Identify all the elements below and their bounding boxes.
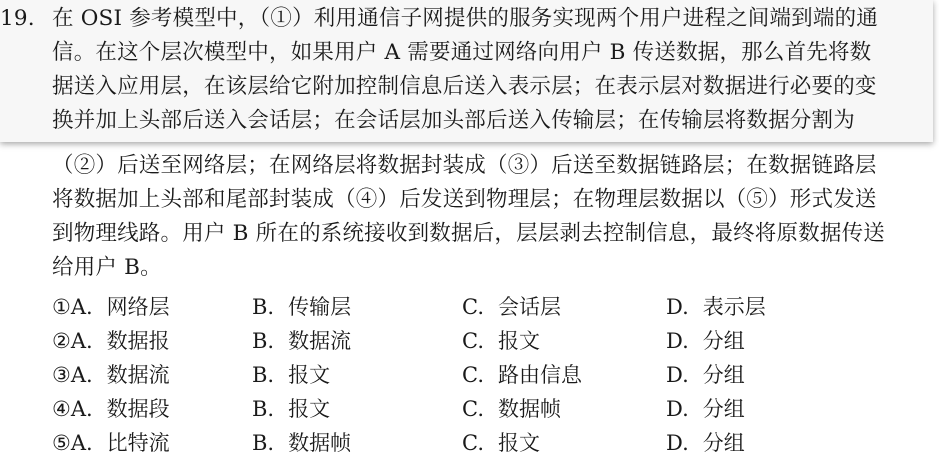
option-a[interactable]: ②A. 数据报 xyxy=(52,329,170,353)
question-text-line: 换并加上头部后送入会话层；在会话层加头部后送入传输层；在传输层将数据分割为 xyxy=(52,108,855,133)
question-text-line: 信。在这个层次模型中，如果用户 A 需要通过网络向用户 B 传送数据，那么首先将数 xyxy=(52,40,872,65)
question-line-1 xyxy=(0,2,878,36)
question-text-line: 到物理线路。用户 B 所在的系统接收到数据后，层层剥去控制信息，最终将原数据传送 xyxy=(52,221,885,246)
question-line-3 xyxy=(0,70,877,104)
question-line-5 xyxy=(0,149,877,183)
option-d[interactable]: D. 分组 xyxy=(666,363,745,387)
option-c[interactable]: C. 路由信息 xyxy=(462,363,582,387)
option-d[interactable]: D. 分组 xyxy=(666,431,745,455)
option-d[interactable]: D. 表示层 xyxy=(666,295,766,319)
option-b[interactable]: B. 报文 xyxy=(252,397,331,421)
option-b[interactable]: B. 传输层 xyxy=(252,295,352,319)
option-a[interactable]: ⑤A. 比特流 xyxy=(52,431,170,455)
question-line-8 xyxy=(0,251,162,285)
question-line-2 xyxy=(0,36,871,70)
option-c[interactable]: C. 会话层 xyxy=(462,295,561,319)
option-b[interactable]: B. 数据帧 xyxy=(252,431,352,455)
option-a[interactable]: ①A. 网络层 xyxy=(52,295,170,319)
question-text-line: 给用户 B。 xyxy=(52,255,162,280)
option-b[interactable]: B. 数据流 xyxy=(252,329,352,353)
option-d[interactable]: D. 分组 xyxy=(666,329,745,353)
question-line-6 xyxy=(0,183,877,217)
option-a[interactable]: ④A. 数据段 xyxy=(52,397,170,421)
question-text-line: （②）后送至网络层；在网络层将数据封装成（③）后送至数据链路层；在数据链路层 xyxy=(52,153,877,178)
option-c[interactable]: C. 报文 xyxy=(462,431,540,455)
question-text-line: 据送入应用层，在该层给它附加控制信息后送入表示层；在表示层对数据进行必要的变 xyxy=(52,74,877,99)
question-text-line: 将数据加上头部和尾部封装成（④）后发送到物理层；在物理层数据以（⑤）形式发送 xyxy=(52,187,877,212)
option-c[interactable]: C. 报文 xyxy=(462,329,540,353)
option-a[interactable]: ③A. 数据流 xyxy=(52,363,170,387)
question-number: 19. xyxy=(0,6,35,31)
question-text-line: 在 OSI 参考模型中，（①）利用通信子网提供的服务实现两个用户进程之间端到端的通 xyxy=(52,6,878,31)
option-d[interactable]: D. 分组 xyxy=(666,397,745,421)
question-line-7 xyxy=(0,217,885,251)
option-c[interactable]: C. 数据帧 xyxy=(462,397,561,421)
question-line-4 xyxy=(0,104,855,138)
option-b[interactable]: B. 报文 xyxy=(252,363,331,387)
